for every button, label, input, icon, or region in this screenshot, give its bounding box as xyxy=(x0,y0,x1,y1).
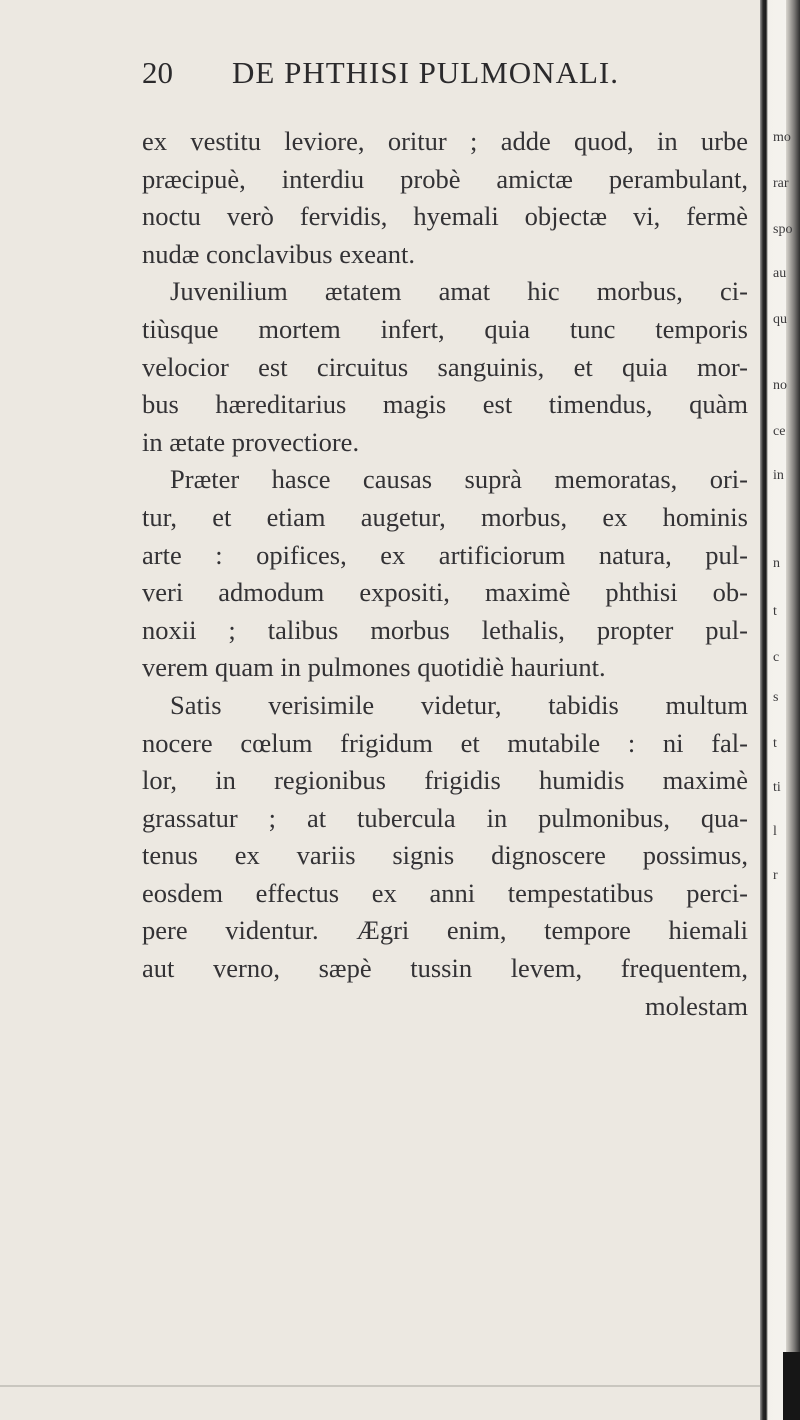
facing-page-fragment: au xyxy=(773,266,787,281)
facing-page-fragment: c xyxy=(773,650,780,665)
text-line: ex vestitu leviore, oritur ; adde quod, in urbe xyxy=(142,126,748,156)
text-line: Juvenilium ætatem amat hic morbus, ci- xyxy=(170,276,748,307)
facing-page-fragment: ti xyxy=(773,780,781,795)
facing-page-fragment: t xyxy=(773,604,777,619)
text-line: in ætate provectiore. xyxy=(142,426,360,457)
body-text xyxy=(142,123,748,1025)
text-line: arte : opifices, ex artificiorum natura, pul- xyxy=(142,539,748,570)
facing-page-edge xyxy=(786,0,800,1420)
text-line: nudæ conclavibus exeant. xyxy=(142,238,416,269)
text-line: veri admodum expositi, maximè phthisi ob- xyxy=(142,577,748,608)
text-line: noxii ; talibus morbus lethalis, propter pul- xyxy=(142,614,748,645)
facing-page-fragment: n xyxy=(773,556,780,571)
text-line: eosdem effectus ex anni tempestatibus perci- xyxy=(142,877,748,908)
facing-page-fragment: rar xyxy=(773,176,789,191)
text-line: velocior est circuitus sanguinis, et quia mor- xyxy=(142,351,748,382)
text-line: aut verno, sæpè tussin levem, frequentem, xyxy=(142,953,748,984)
text-line: præcipuè, interdiu probè amictæ perambulant, xyxy=(142,163,748,194)
text-line: lor, in regionibus frigidis humidis maximè xyxy=(142,765,748,796)
text-line: verem quam in pulmones quotidiè hauriunt. xyxy=(142,652,606,683)
facing-page-fragment: spo xyxy=(773,222,793,237)
text-line: tenus ex variis signis dignoscere possimus, xyxy=(142,840,748,871)
text-line: pere videntur. Ægri enim, tempore hiemali xyxy=(142,915,748,946)
text-line: Præter hasce causas suprà memoratas, ori- xyxy=(170,464,748,495)
facing-page-fragment: mo xyxy=(773,130,791,145)
catchword: molestam xyxy=(644,990,748,1021)
page-number: 20 xyxy=(142,55,173,90)
text-line: grassatur ; at tubercula in pulmonibus, qua- xyxy=(142,802,748,833)
text-line: noctu verò fervidis, hyemali objectæ vi, fermè xyxy=(142,201,748,232)
page-header xyxy=(0,55,760,101)
facing-page-fragment: no xyxy=(773,378,787,393)
gutter-shadow xyxy=(783,1352,800,1420)
facing-page-fragment: s xyxy=(773,690,779,705)
facing-page-fragment: t xyxy=(773,736,777,751)
text-line: tur, et etiam augetur, morbus, ex hominis xyxy=(142,501,748,532)
running-head: DE PHTHISI PULMONALI. xyxy=(232,55,619,90)
text-line: Satis verisimile videtur, tabidis multum xyxy=(170,689,748,720)
text-line: nocere cœlum frigidum et mutabile : ni fal- xyxy=(142,727,748,758)
page-bottom-edge xyxy=(0,1385,760,1387)
text-line: tiùsque mortem infert, quia tunc temporis xyxy=(142,313,748,344)
facing-page-fragment: r xyxy=(773,868,778,883)
facing-page-fragment: in xyxy=(773,468,784,483)
facing-page-fragment: qu xyxy=(773,312,787,327)
facing-page-fragment: l xyxy=(773,824,777,839)
text-line: bus hæreditarius magis est timendus, quàm xyxy=(142,389,748,420)
facing-page-fragment: ce xyxy=(773,424,786,439)
